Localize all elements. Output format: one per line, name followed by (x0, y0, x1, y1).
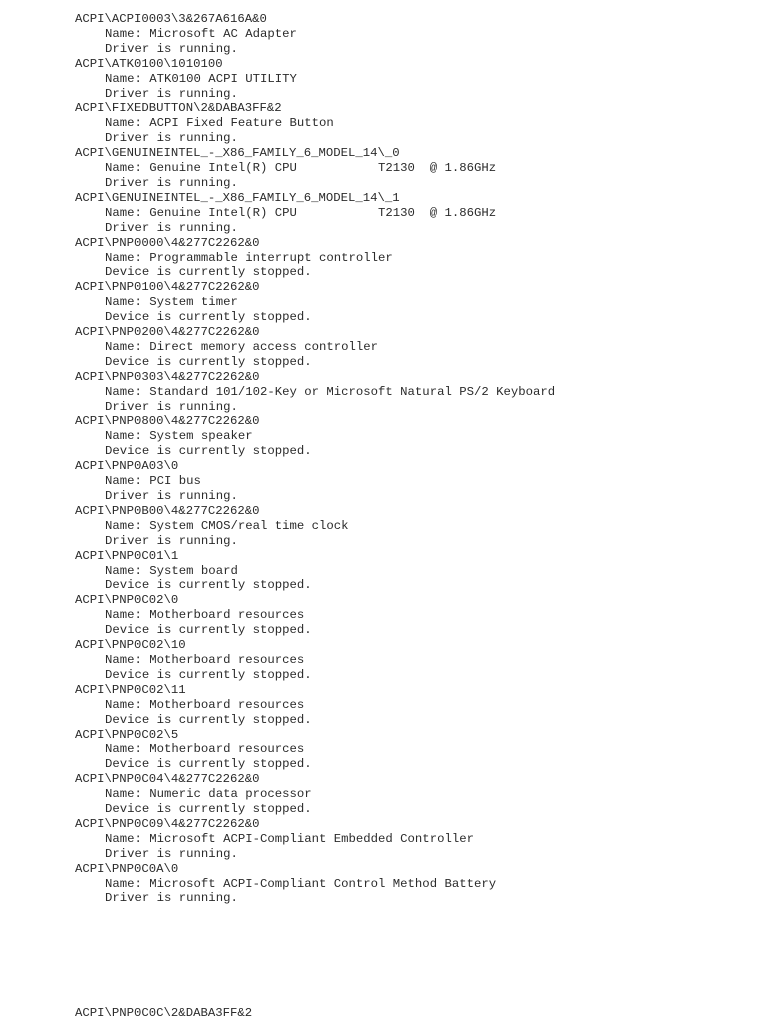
device-id: ACPI\ATK0100\1010100 (75, 56, 223, 71)
device-entry (75, 459, 555, 504)
device-status: Driver is running. (105, 131, 238, 146)
device-name: Name: System CMOS/real time clock (105, 518, 349, 533)
device-id: ACPI\PNP0C02\5 (75, 727, 179, 742)
device-entry (75, 549, 555, 594)
device-name: Name: Microsoft ACPI-Compliant Control Method Battery (105, 876, 497, 891)
device-name: Name: Genuine Intel(R) CPU T2130 @ 1.86GHz (105, 161, 497, 176)
device-status: Driver is running. (105, 891, 238, 906)
device-name: Name: ATK0100 ACPI UTILITY (105, 71, 297, 86)
device-status: Device is currently stopped. (105, 265, 312, 280)
device-name: Name: Motherboard resources (105, 697, 305, 712)
device-status: Device is currently stopped. (105, 354, 312, 369)
device-entry (75, 862, 555, 907)
device-id: ACPI\PNP0A03\0 (75, 459, 179, 474)
device-name: Name: Direct memory access controller (105, 339, 379, 354)
device-entry (75, 236, 555, 281)
device-entry (75, 57, 555, 102)
device-status: Device is currently stopped. (105, 310, 312, 325)
device-id: ACPI\GENUINEINTEL_-_X86_FAMILY_6_MODEL_14\_1 (75, 190, 400, 205)
device-entry (75, 772, 555, 817)
device-id: ACPI\PNP0200\4&277C2262&0 (75, 325, 260, 340)
device-entry (75, 817, 555, 862)
device-id: ACPI\PNP0303\4&277C2262&0 (75, 369, 260, 384)
device-name: Name: Motherboard resources (105, 652, 305, 667)
device-entry (75, 146, 555, 191)
device-status: Device is currently stopped. (105, 712, 312, 727)
device-status: Device is currently stopped. (105, 757, 312, 772)
device-name: Name: Programmable interrupt controller (105, 250, 393, 265)
device-entry (75, 414, 555, 459)
device-id: ACPI\PNP0B00\4&277C2262&0 (75, 503, 260, 518)
device-listing (75, 12, 555, 906)
device-entry (75, 101, 555, 146)
device-entry (75, 12, 555, 57)
device-name: Name: System board (105, 563, 238, 578)
device-id: ACPI\PNP0C02\10 (75, 638, 186, 653)
device-id: ACPI\PNP0C02\11 (75, 682, 186, 697)
device-id: ACPI\FIXEDBUTTON\2&DABA3FF&2 (75, 101, 282, 116)
device-status: Driver is running. (105, 399, 238, 414)
device-name: Name: Motherboard resources (105, 608, 305, 623)
device-name: Name: Numeric data processor (105, 787, 312, 802)
device-name: Name: ACPI Fixed Feature Button (105, 116, 334, 131)
device-entry (75, 728, 555, 773)
trailing-device-id: ACPI\PNP0C0C\2&DABA3FF&2 (75, 1006, 253, 1020)
device-status: Driver is running. (105, 846, 238, 861)
device-status: Device is currently stopped. (105, 667, 312, 682)
device-entry (75, 325, 555, 370)
device-id: ACPI\PNP0100\4&277C2262&0 (75, 280, 260, 295)
device-id: ACPI\PNP0C02\0 (75, 593, 179, 608)
device-id: ACPI\GENUINEINTEL_-_X86_FAMILY_6_MODEL_14\_0 (75, 146, 400, 161)
device-name: Name: Microsoft ACPI-Compliant Embedded Controller (105, 831, 474, 846)
device-status: Driver is running. (105, 533, 238, 548)
device-entry (75, 593, 555, 638)
device-status: Driver is running. (105, 489, 238, 503)
device-status: Device is currently stopped. (105, 578, 312, 593)
device-id: ACPI\PNP0800\4&277C2262&0 (75, 414, 260, 429)
device-id: ACPI\PNP0C0A\0 (75, 861, 179, 876)
device-name: Name: Genuine Intel(R) CPU T2130 @ 1.86GHz (105, 205, 497, 220)
device-entry (75, 370, 555, 415)
device-status: Device is currently stopped. (105, 623, 312, 638)
device-name: Name: Microsoft AC Adapter (105, 26, 297, 41)
device-name: Name: PCI bus (105, 474, 201, 489)
device-status: Driver is running. (105, 220, 238, 235)
device-entry (75, 638, 555, 683)
device-status: Driver is running. (105, 175, 238, 190)
device-id: ACPI\PNP0C01\1 (75, 548, 179, 563)
device-id: ACPI\PNP0C04\4&277C2262&0 (75, 772, 260, 787)
device-status: Driver is running. (105, 86, 238, 101)
device-entry (75, 683, 555, 728)
device-status: Driver is running. (105, 41, 238, 56)
device-entry (75, 191, 555, 236)
device-name: Name: System timer (105, 295, 238, 310)
device-name: Name: Standard 101/102-Key or Microsoft Natural PS/2 Keyboard (105, 384, 556, 399)
device-id: ACPI\ACPI0003\3&267A616A&0 (75, 12, 267, 26)
device-id: ACPI\PNP0C09\4&277C2262&0 (75, 816, 260, 831)
device-name: Name: Motherboard resources (105, 742, 305, 757)
device-id: ACPI\PNP0000\4&277C2262&0 (75, 235, 260, 250)
device-status: Device is currently stopped. (105, 444, 312, 459)
device-status: Device is currently stopped. (105, 802, 312, 817)
device-entry (75, 504, 555, 549)
device-entry (75, 280, 555, 325)
device-name: Name: System speaker (105, 429, 253, 444)
